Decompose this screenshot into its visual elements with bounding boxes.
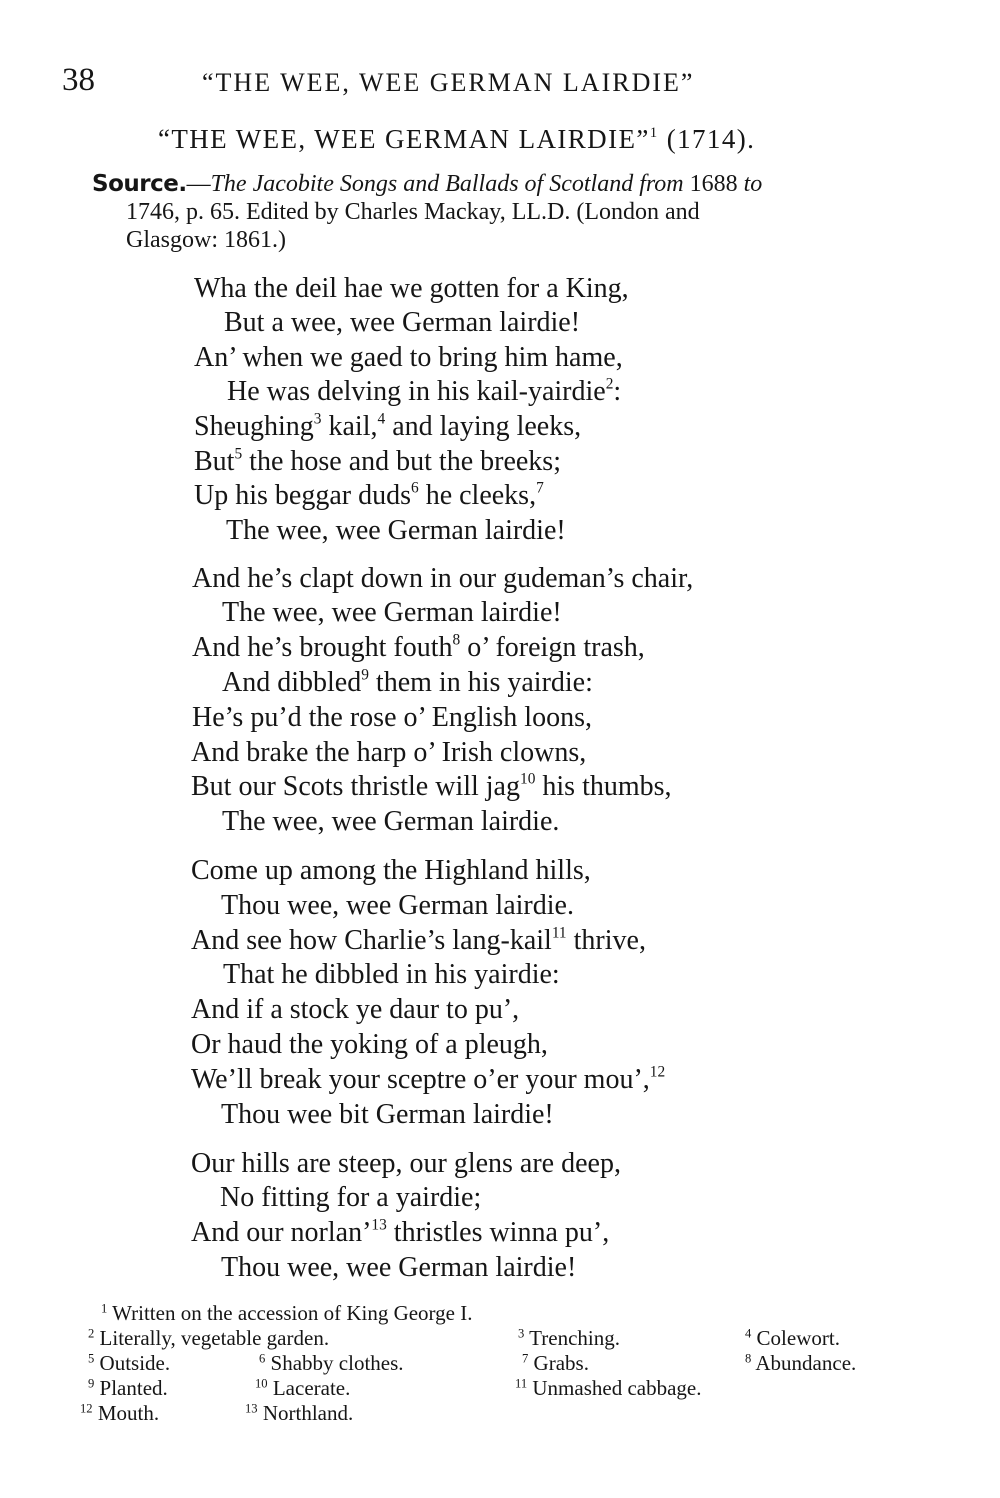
running-title: “THE WEE, WEE GERMAN LAIRDIE” [202,68,695,97]
poem-text: Come up among the Highland hills, [191,855,591,886]
poem-text: The wee, wee German lairdie! [222,597,562,628]
poem-line [220,1182,481,1214]
poem-line [191,1029,548,1061]
poem-text: An’ when we gaed to bring him hame, [194,342,623,373]
poem-text: And see how Charlie’s lang-kail [191,925,552,956]
poem-text: But our Scots thristle will jag [191,771,520,802]
poem-line [221,890,574,922]
footnote-ref: 10 [520,770,536,788]
poem-text: Or haud the yoking of a pleugh, [191,1029,548,1060]
ballad-year: (1714). [666,124,756,154]
poem-text: Up his beggar duds [194,480,411,511]
ballad-title [158,124,755,155]
footnote [101,1301,473,1326]
poem-text: And dibbled [222,667,362,698]
poem-text: That he dibbled in his yairdie: [223,959,560,990]
poem-line [194,446,561,478]
poem-text: He’s pu’d the rose o’ English loons, [192,702,592,733]
footnote-text: Trenching. [524,1326,620,1350]
poem-text: thristles winna pu’, [386,1217,610,1248]
footnote-number: 1 [101,1301,108,1316]
poem-text: his thumbs, [535,771,672,802]
footnote-number: 3 [518,1326,525,1341]
poem-line [222,597,562,629]
footnote-ref: 6 [410,479,419,497]
footnote-ref: 3 [313,410,322,428]
poem-text: And he’s brought fouth [192,632,453,663]
poem-text: Wha the deil hae we gotten for a King, [194,273,629,304]
footnote-ref: 5 [234,445,243,463]
poem-text: kail, [321,411,378,442]
poem-line [223,959,560,991]
ballad-title-text: “THE WEE, WEE GERMAN LAIRDIE” [158,124,650,154]
poem-line [194,342,623,374]
footnote-number: 13 [245,1401,258,1416]
poem-text: Thou wee bit German lairdie! [221,1099,554,1130]
poem-text: Our hills are steep, our glens are deep, [191,1148,621,1179]
poem-text: And if a stock ye daur to pu’, [191,994,520,1025]
poem-line [194,411,581,443]
poem-line [191,771,672,803]
poem-text: : [613,376,622,407]
footnote [255,1376,350,1401]
footnote-text: Unmashed cabbage. [527,1376,702,1400]
poem-line [191,1148,621,1180]
footnote [745,1351,856,1376]
source-line [92,170,912,198]
footnote-ref: 11 [551,924,567,942]
poem-line [221,1099,554,1131]
poem-text: he cleeks, [418,480,537,511]
footnote-ref: 13 [371,1216,387,1234]
poem-text: The wee, wee German lairdie! [226,515,566,546]
footnote-ref: 8 [452,631,461,649]
source-book-title: The Jacobite Songs and Ballads of Scotland from [210,171,684,197]
footnote-number: 10 [255,1376,268,1391]
footnote-number: 2 [88,1326,95,1341]
footnote-ref: 7 [536,479,544,497]
footnote-text: Shabby clothes. [265,1351,404,1375]
source-to-word: to [743,171,763,197]
footnote-text: Northland. [257,1401,354,1425]
page-number: 38 [62,62,95,98]
footnote [522,1351,589,1376]
footnote [88,1376,168,1401]
source-label: Source. [92,171,187,197]
source-line: 1746, p. 65. Edited by Charles Mackay, LL.D. (London and [126,199,700,225]
footnote [518,1326,620,1351]
poem-line [192,632,645,664]
footnote-text: Lacerate. [267,1376,351,1400]
footnote-ref: 9 [361,666,369,684]
poem-line [227,376,621,408]
poem-line [222,667,593,699]
footnote [245,1401,353,1426]
poem-text: and laying leeks, [385,411,582,442]
poem-text: We’ll break your sceptre o’er your mou’, [191,1064,650,1095]
source-line: Glasgow: 1861.) [126,227,286,253]
poem-line [222,806,559,838]
poem-line [191,994,519,1026]
footnote-ref: 4 [377,410,386,428]
footnote [515,1376,702,1401]
footnote-text: Abundance. [751,1351,857,1375]
poem-text: But [194,446,235,477]
poem-text: But a wee, wee German lairdie! [224,307,581,338]
footnote-text: Written on the accession of King George I. [107,1301,473,1325]
poem-text: No fitting for a yairdie; [220,1182,482,1213]
footnote-number: 12 [80,1401,93,1416]
poem-text: He was delving in his kail-yairdie [227,376,606,407]
footnote-ref: 2 [605,375,614,393]
poem-text: the hose and but the breeks; [242,446,561,477]
footnote-number: 4 [745,1326,752,1341]
footnote [745,1326,840,1351]
source-dash: — [186,171,211,197]
poem-line [221,1252,576,1284]
footnote-text: Literally, vegetable garden. [94,1326,330,1350]
footnote-ref: 12 [649,1063,666,1081]
footnote [259,1351,404,1376]
footnote-number: 8 [745,1351,752,1366]
footnote-ref: 1 [649,124,659,141]
footnote-number: 5 [88,1351,95,1366]
poem-line [191,1217,609,1249]
poem-line [194,273,629,305]
poem-text: o’ foreign trash, [460,632,645,663]
footnote-text: Outside. [94,1351,171,1375]
poem-line [191,1064,665,1096]
poem-line [226,515,566,547]
poem-line [194,480,544,512]
poem-text: And brake the harp o’ Irish clowns, [191,737,587,768]
footnote-number: 9 [88,1376,95,1391]
poem-line [192,563,693,595]
footnote-text: Mouth. [92,1401,160,1425]
poem-text: Sheughing [194,411,314,442]
footnote [88,1351,170,1376]
poem-text: And our norlan’ [191,1217,372,1248]
footnote-text: Colewort. [751,1326,840,1350]
poem-text: Thou wee, wee German lairdie! [221,1252,577,1283]
poem-text: And he’s clapt down in our gudeman’s chair, [192,563,694,594]
footnote-text: Grabs. [528,1351,589,1375]
footnote-number: 6 [259,1351,266,1366]
poem-text: thrive, [566,925,646,956]
footnote-number: 11 [515,1376,528,1391]
footnote [80,1401,159,1426]
source-year-from: 1688 [689,171,738,197]
poem-text: Thou wee, wee German lairdie. [221,890,574,921]
poem-text: them in his yairdie: [368,667,593,698]
poem-line [191,925,646,957]
footnote-text: Planted. [94,1376,168,1400]
poem-text: The wee, wee German lairdie. [222,806,560,837]
footnote [88,1326,329,1351]
poem-line [191,737,586,769]
poem-line [224,307,580,339]
source-citation [92,170,912,254]
poem-line [191,855,591,887]
poem-line [192,702,592,734]
footnote-number: 7 [522,1351,529,1366]
